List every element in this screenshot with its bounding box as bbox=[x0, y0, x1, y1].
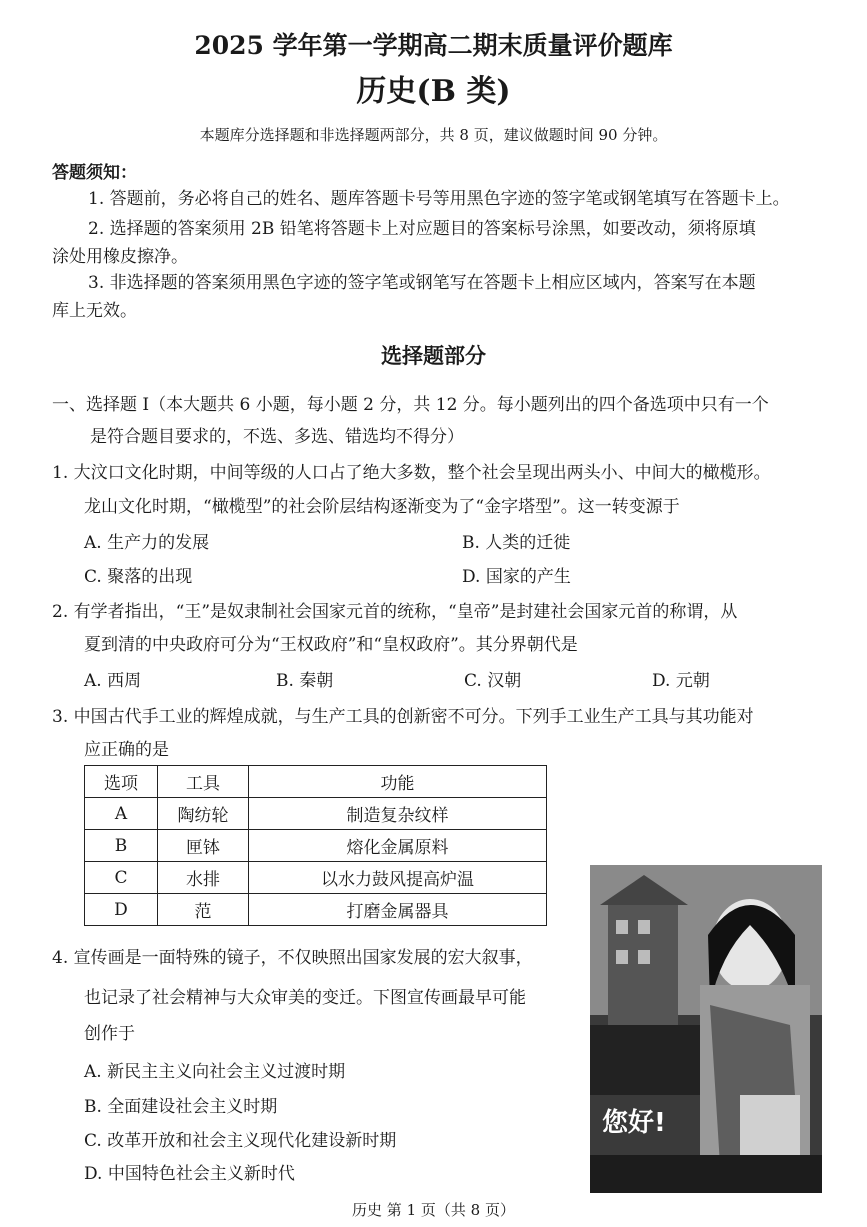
q2-stem: 2. 有学者指出，“王”是奴隶制社会国家元首的统称，“皇帝”是封建社会国家元首的称谓，从 bbox=[52, 602, 738, 622]
poster-illustration bbox=[590, 865, 822, 1193]
page-footer: 历史 第 1 页（共 8 页） bbox=[352, 1201, 515, 1219]
notice-heading: 答题须知： bbox=[52, 163, 137, 183]
q4-stem-cont-1: 也记录了社会精神与大众审美的变迁。下图宣传画最早可能 bbox=[84, 988, 526, 1008]
exam-title: 2025 学年第一学期高二期末质量评价题库 bbox=[194, 31, 673, 60]
notice-item-3-cont: 库上无效。 bbox=[52, 301, 137, 321]
q4-stem: 4. 宣传画是一面特殊的镜子，不仅映照出国家发展的宏大叙事， bbox=[52, 948, 533, 968]
table-cell: A bbox=[85, 798, 158, 830]
part-instructions-cont: 是符合题目要求的，不选、多选、错选均不得分） bbox=[90, 427, 464, 447]
table-cell: 陶纺轮 bbox=[158, 798, 249, 830]
q1-option-d: D. 国家的产生 bbox=[462, 567, 571, 587]
subject-title: 历史(B 类) bbox=[356, 74, 511, 109]
q1-stem-cont: 龙山文化时期，“橄榄型”的社会阶层结构逐渐变为了“金字塔型”。这一转变源于 bbox=[84, 497, 680, 517]
notice-item-2: 2. 选择题的答案须用 2B 铅笔将答题卡上对应题目的答案标号涂黑，如要改动，须将原填 bbox=[88, 219, 756, 239]
table-cell: 熔化金属原料 bbox=[249, 830, 547, 862]
table-row bbox=[85, 862, 547, 894]
notice-item-1: 1. 答题前，务必将自己的姓名、题库答题卡号等用黑色字迹的签字笔或钢笔填写在答题卡上。 bbox=[88, 189, 790, 209]
table-cell: 打磨金属器具 bbox=[249, 894, 547, 926]
tools-table bbox=[84, 765, 547, 926]
part-instructions: 一、选择题 I（本大题共 6 小题，每小题 2 分，共 12 分。每小题列出的四个备选项中只有一个 bbox=[52, 395, 769, 415]
table-header: 工具 bbox=[158, 766, 249, 798]
table-cell: 以水力鼓风提高炉温 bbox=[249, 862, 547, 894]
q2-option-b: B. 秦朝 bbox=[276, 671, 334, 691]
table-cell: C bbox=[85, 862, 158, 894]
table-cell: 制造复杂纹样 bbox=[249, 798, 547, 830]
table-cell: D bbox=[85, 894, 158, 926]
table-header: 选项 bbox=[85, 766, 158, 798]
q4-option-c: C. 改革开放和社会主义现代化建设新时期 bbox=[84, 1131, 397, 1151]
q2-option-d: D. 元朝 bbox=[652, 671, 710, 691]
q1-option-a: A. 生产力的发展 bbox=[84, 533, 210, 553]
q4-option-d: D. 中国特色社会主义新时代 bbox=[84, 1164, 295, 1184]
table-cell: 匣钵 bbox=[158, 830, 249, 862]
q2-option-a: A. 西周 bbox=[84, 671, 142, 691]
notice-item-3: 3. 非选择题的答案须用黑色字迹的签字笔或钢笔写在答题卡上相应区域内，答案写在本题 bbox=[88, 273, 756, 293]
propaganda-poster-image bbox=[590, 865, 822, 1193]
q2-option-c: C. 汉朝 bbox=[464, 671, 522, 691]
table-row bbox=[85, 798, 547, 830]
poster-greeting: 您好! bbox=[602, 1108, 666, 1138]
q3-stem-cont: 应正确的是 bbox=[84, 740, 169, 760]
q1-stem: 1. 大汶口文化时期，中间等级的人口占了绝大多数，整个社会呈现出两头小、中间大的橄榄形。 bbox=[52, 463, 771, 483]
q1-option-c: C. 聚落的出现 bbox=[84, 567, 193, 587]
q1-option-b: B. 人类的迁徙 bbox=[462, 533, 571, 553]
exam-intro: 本题库分选择题和非选择题两部分，共 8 页，建议做题时间 90 分钟。 bbox=[199, 126, 668, 144]
q4-option-a: A. 新民主主义向社会主义过渡时期 bbox=[84, 1062, 346, 1082]
table-row bbox=[85, 830, 547, 862]
notice-item-2-cont: 涂处用橡皮擦净。 bbox=[52, 247, 188, 267]
table-cell: 水排 bbox=[158, 862, 249, 894]
table-row bbox=[85, 894, 547, 926]
table-cell: 范 bbox=[158, 894, 249, 926]
q3-stem: 3. 中国古代手工业的辉煌成就，与生产工具的创新密不可分。下列手工业生产工具与其功能对 bbox=[52, 707, 754, 727]
table-header: 功能 bbox=[249, 766, 547, 798]
q4-stem-cont-2: 创作于 bbox=[84, 1024, 135, 1044]
table-header-row bbox=[85, 766, 547, 798]
section-title: 选择题部分 bbox=[381, 343, 486, 368]
q4-option-b: B. 全面建设社会主义时期 bbox=[84, 1097, 278, 1117]
q2-stem-cont: 夏到清的中央政府可分为“王权政府”和“皇权政府”。其分界朝代是 bbox=[84, 635, 578, 655]
table-cell: B bbox=[85, 830, 158, 862]
